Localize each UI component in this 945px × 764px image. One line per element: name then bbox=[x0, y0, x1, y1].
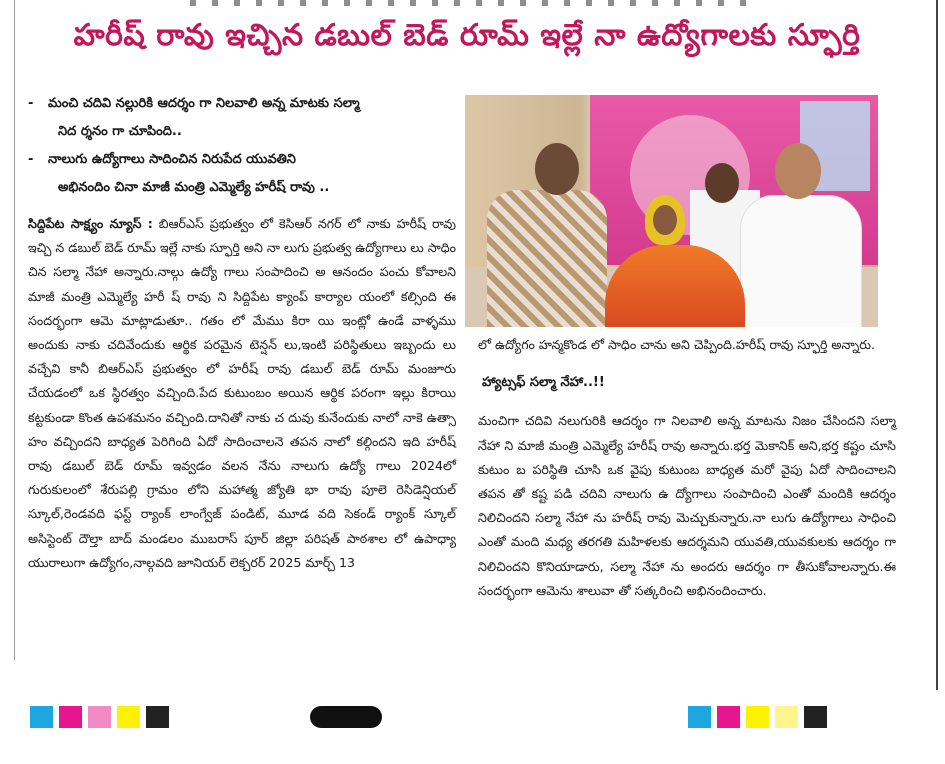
pink-swatch bbox=[88, 706, 111, 728]
magenta-swatch bbox=[59, 706, 82, 728]
person-left-head bbox=[535, 143, 579, 195]
bullet-1-line-2: నిద ర్శనం గా చూపింది.. bbox=[58, 124, 182, 139]
bullet-2-line-2: అభినందిం చినా మాజీ మంత్రి ఎమ్మెల్యే హరీష్ రావు .. bbox=[58, 180, 330, 195]
person-center-face bbox=[653, 205, 677, 235]
person-right-head bbox=[775, 143, 821, 199]
person-right-body bbox=[740, 195, 862, 327]
dateline: సిద్దిపేట సాక్ష్యం న్యూస్ : bbox=[28, 216, 153, 231]
highlight-bullet-1 bbox=[28, 90, 456, 146]
cyan-swatch bbox=[30, 706, 53, 728]
person-background-head bbox=[705, 163, 739, 203]
bullet-dash: - bbox=[28, 152, 34, 167]
registration-mark bbox=[310, 706, 382, 728]
subheading: హ్యాట్సఫ్ సల్మా నేహా..!! bbox=[482, 375, 605, 391]
cyan-swatch bbox=[688, 706, 711, 728]
article-body-left bbox=[28, 212, 456, 575]
left-column bbox=[28, 90, 456, 575]
right-column bbox=[478, 333, 896, 603]
yellow-swatch bbox=[117, 706, 140, 728]
black-swatch bbox=[804, 706, 827, 728]
bullet-2-line-1: నాలుగు ఉద్యోగాలు సాదించిన నిరుపేద యువతిని bbox=[48, 152, 296, 167]
magenta-swatch bbox=[717, 706, 740, 728]
article-text-right: మంచిగా చదివి నలుగురికి ఆదర్శం గా నిలవాలి అన్న మాటను నిజం చేసిందని సల్మా నేహా ని మాజీ మంత్రి ఎమ్మెల్యే హరీష్ రావు అన్నారు.భర్త మెకానిక్ అని,భర్త కష్టం చూసి కుటుం బ పరిస్థితి చూసి ఒక వైపు కుటుంబ బాధ్యత మరో వైపు ఏదో సాదించాలని తపన తో కష్ట పడి చదివి నాలుగు ఉ ద్యోగాలు సంపాదించి ఎంతో మందికి ఆదర్శం నిలిచిందని సల్మా నేహా ను హరీష్ రావు మెచ్చుకున్నారు.నా లుగు ఉద్యోగాలు సాధించి ఎంతో మంది మధ్య తరగతి మహిళలకు ఆదర్శమని యువతి,యువకులకు ఆదర్శం గా నిలిచిందని కొనియాడారు, సల్మా నేహా ను అందరు ఆదర్శం గా తీసుకోవాలన్నారు.ఈ సందర్భంగా ఆమెను శాలువా తో సత్కరించి అభినందించారు. bbox=[478, 413, 896, 598]
color-registration-bar-right bbox=[688, 706, 827, 728]
cropped-previous-line bbox=[190, 0, 750, 6]
article-continuation: లో ఉద్యోగం హన్మకొండ లో సాధిం చాను అని చెప్పింది.హరీష్ రావు స్ఫూర్తి అన్నారు. bbox=[478, 337, 876, 352]
color-registration-bar-left bbox=[30, 706, 169, 728]
person-left-body bbox=[487, 190, 607, 327]
bullet-1-line-1: మంచి చదివి నల్లురికి ఆదర్శం గా నిలవాలి అన్న మాటకు సల్మా bbox=[48, 96, 360, 111]
black-swatch bbox=[146, 706, 169, 728]
bullet-dash: - bbox=[28, 96, 34, 111]
headline: హరీష్ రావు ఇచ్చిన డబుల్ బెడ్ రూమ్ ఇల్లే నా ఉద్యోగాలకు స్ఫూర్తి bbox=[73, 18, 861, 53]
article-text-left: బిఆర్ఎస్ ప్రభుత్వం లో కెసిఆర్ నగర్ లో నాకు హరీష్ రావు ఇచ్చి న డబుల్ బెడ్ రూమ్ ఇల్లే నాకు స్ఫూర్తి అని నా లుగు ప్రభుత్వ ఉద్యోగాలు లు సాధిం చిన సల్మా నేహా అన్నారు.నాల్గు ఉద్యో గాలు సంపాదించి అ ఆనందం పంచు కోవాలని మాజీ మంత్రి ఎమ్మెల్యే హరీ ష్ రావు ని సిద్దిపేట క్యాంప్ కార్యాల యంలో కల్సింది ఈ సందర్భంగా ఆమె మాట్లాడుతూ.. గతం లో మేము కిరా యి ఇంట్లో ఉండే వాళ్ళము అందుకు నాకు చదివేందుకు ఆర్థిక పరమైన టెన్షన్ లు,ఇంటి పరిస్థితులు ఇబ్బందు లు వచ్చేవి కానీ బిఆర్ఎస్ ప్రభుత్వం లో హరీష్ రావు డబుల్ బెడ్ రూమ్ మంజూరు చేయడంలో ఒక స్థిరత్వం వచ్చింది.పేద కుటుంబం అయిన ఆర్థిక పరంగా ఇల్లు కిరాయి కట్టకుండా కొంత ఉపశమనం వచ్చింది.దానితో నాకు చ దువు కునేందుకు నాలో నాకె ఉత్సా హం వచ్చిందని బాధ్యత పెరిగింది ఏదో సాదించాలనె తపన నాలో కల్గిందని ఇది హరీష్ రావు డబుల్ బెడ్ రూమ్ ఇవ్వడం వలన నేను నాలుగు ఉద్యో గాలు 2024లో గురుకులంలో శేరుపల్లి గ్రామం లోని మహాత్మ జ్యోతి భా రావు పూలె రెసిడెన్షియల్ స్కూల్,రెండవది ఫస్ట్ ర్యాంక్ లాంగ్వేజ్ పండిట్, మూడ వది సెకండ్ ర్యాంక్ స్కూల్ అసిస్టెంట్ దౌల్తా బాద్ మండలం ముబరాస్ పూర్ జిల్లా పరిషత్ పాఠశాల లో ఉపాధ్యా యురాలుగా ఉద్యోగం,నాల్గవది జూనియర్ లెక్చరర్ 2025 మార్చ్ 13 bbox=[28, 216, 456, 570]
yellow-swatch bbox=[746, 706, 769, 728]
news-photo bbox=[465, 95, 878, 327]
highlight-bullet-2 bbox=[28, 146, 456, 202]
light-yellow-swatch bbox=[775, 706, 798, 728]
left-margin-rule bbox=[14, 0, 15, 660]
